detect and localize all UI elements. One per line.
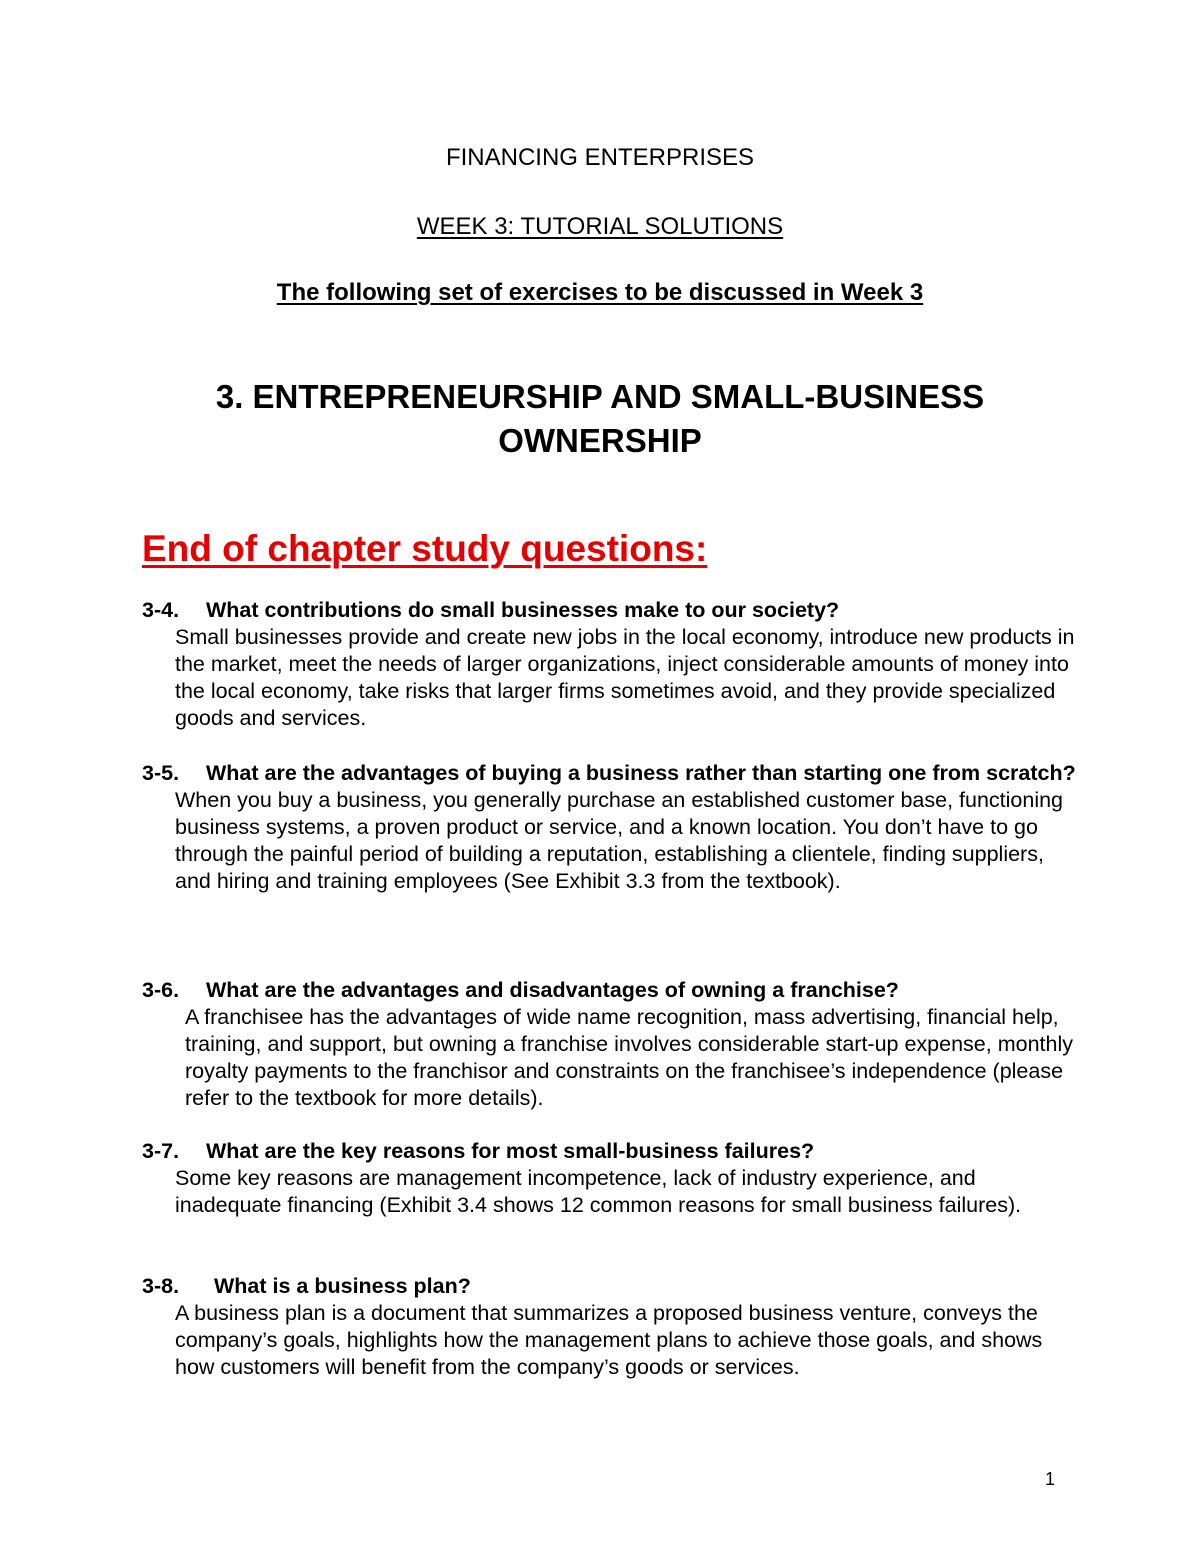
question-number: 3-8. [142,1274,180,1298]
question [142,1138,1082,1165]
question-text: What contributions do small businesses make to our society? [206,598,840,622]
question [142,977,1082,1004]
answer-text: A business plan is a document that summarizes a proposed business venture, conveys the company’s goals, highlights how the management plans to achieve those goals, and shows how customers will benefit from the company’s goods or services. [175,1301,1043,1379]
question-block [142,597,1082,732]
question [134,1273,1074,1300]
question [142,760,1082,787]
question-number: 3-5. [142,761,180,785]
question-block [142,760,1082,895]
question-number: 3-6. [142,978,180,1002]
question-text: What is a business plan? [214,1274,471,1298]
question-number: 3-4. [142,598,180,622]
question-number: 3-7. [142,1139,180,1163]
question-text: What are the key reasons for most small-business failures? [206,1139,815,1163]
question-text: What are the advantages of buying a business rather than starting one from scratch? [206,761,1076,785]
answer-text: Some key reasons are management incompetence, lack of industry experience, and inadequate financing (Exhibit 3.4 shows 12 common reasons for small business failures). [175,1166,1022,1217]
question-block [142,1138,1082,1219]
answer-text: A franchisee has the advantages of wide name recognition, mass advertising, financial help, training, and support, but owning a franchise involves considerable start-up expense, monthly royalty payments to the franchisor and constraints on the franchisee’s independence (please refer to the textbook for more details). [185,1005,1073,1110]
question-block [142,977,1082,1112]
chapter-title-line-2: OWNERSHIP [498,422,702,459]
chapter-title-line-1: 3. ENTREPRENEURSHIP AND SMALL-BUSINESS [215,378,985,415]
answer-text: When you buy a business, you generally purchase an established customer base, functioning business systems, a proven product or service, and a known location. You don’t have to go through the painful period of building a reputation, establishing a clientele, finding suppliers, and hiring and training employees (See Exhibit 3.3 from the textbook). [175,788,1064,893]
page-number: 1 [1045,1469,1056,1489]
question [142,597,1082,624]
question-block [134,1273,1074,1381]
week-title: WEEK 3: TUTORIAL SOLUTIONS [416,213,784,240]
section-heading: End of chapter study questions: [142,528,708,569]
answer-text: Small businesses provide and create new jobs in the local economy, introduce new products in the market, meet the needs of larger organizations, inject considerable amounts of money into the local economy, take risks that larger firms sometimes avoid, and they provide specialized goods and services. [175,625,1075,730]
question-text: What are the advantages and disadvantages of owning a franchise? [206,978,899,1002]
course-title: FINANCING ENTERPRISES [445,144,755,171]
intro-heading: The following set of exercises to be discussed in Week 3 [276,279,924,306]
chapter-title [0,375,1200,463]
